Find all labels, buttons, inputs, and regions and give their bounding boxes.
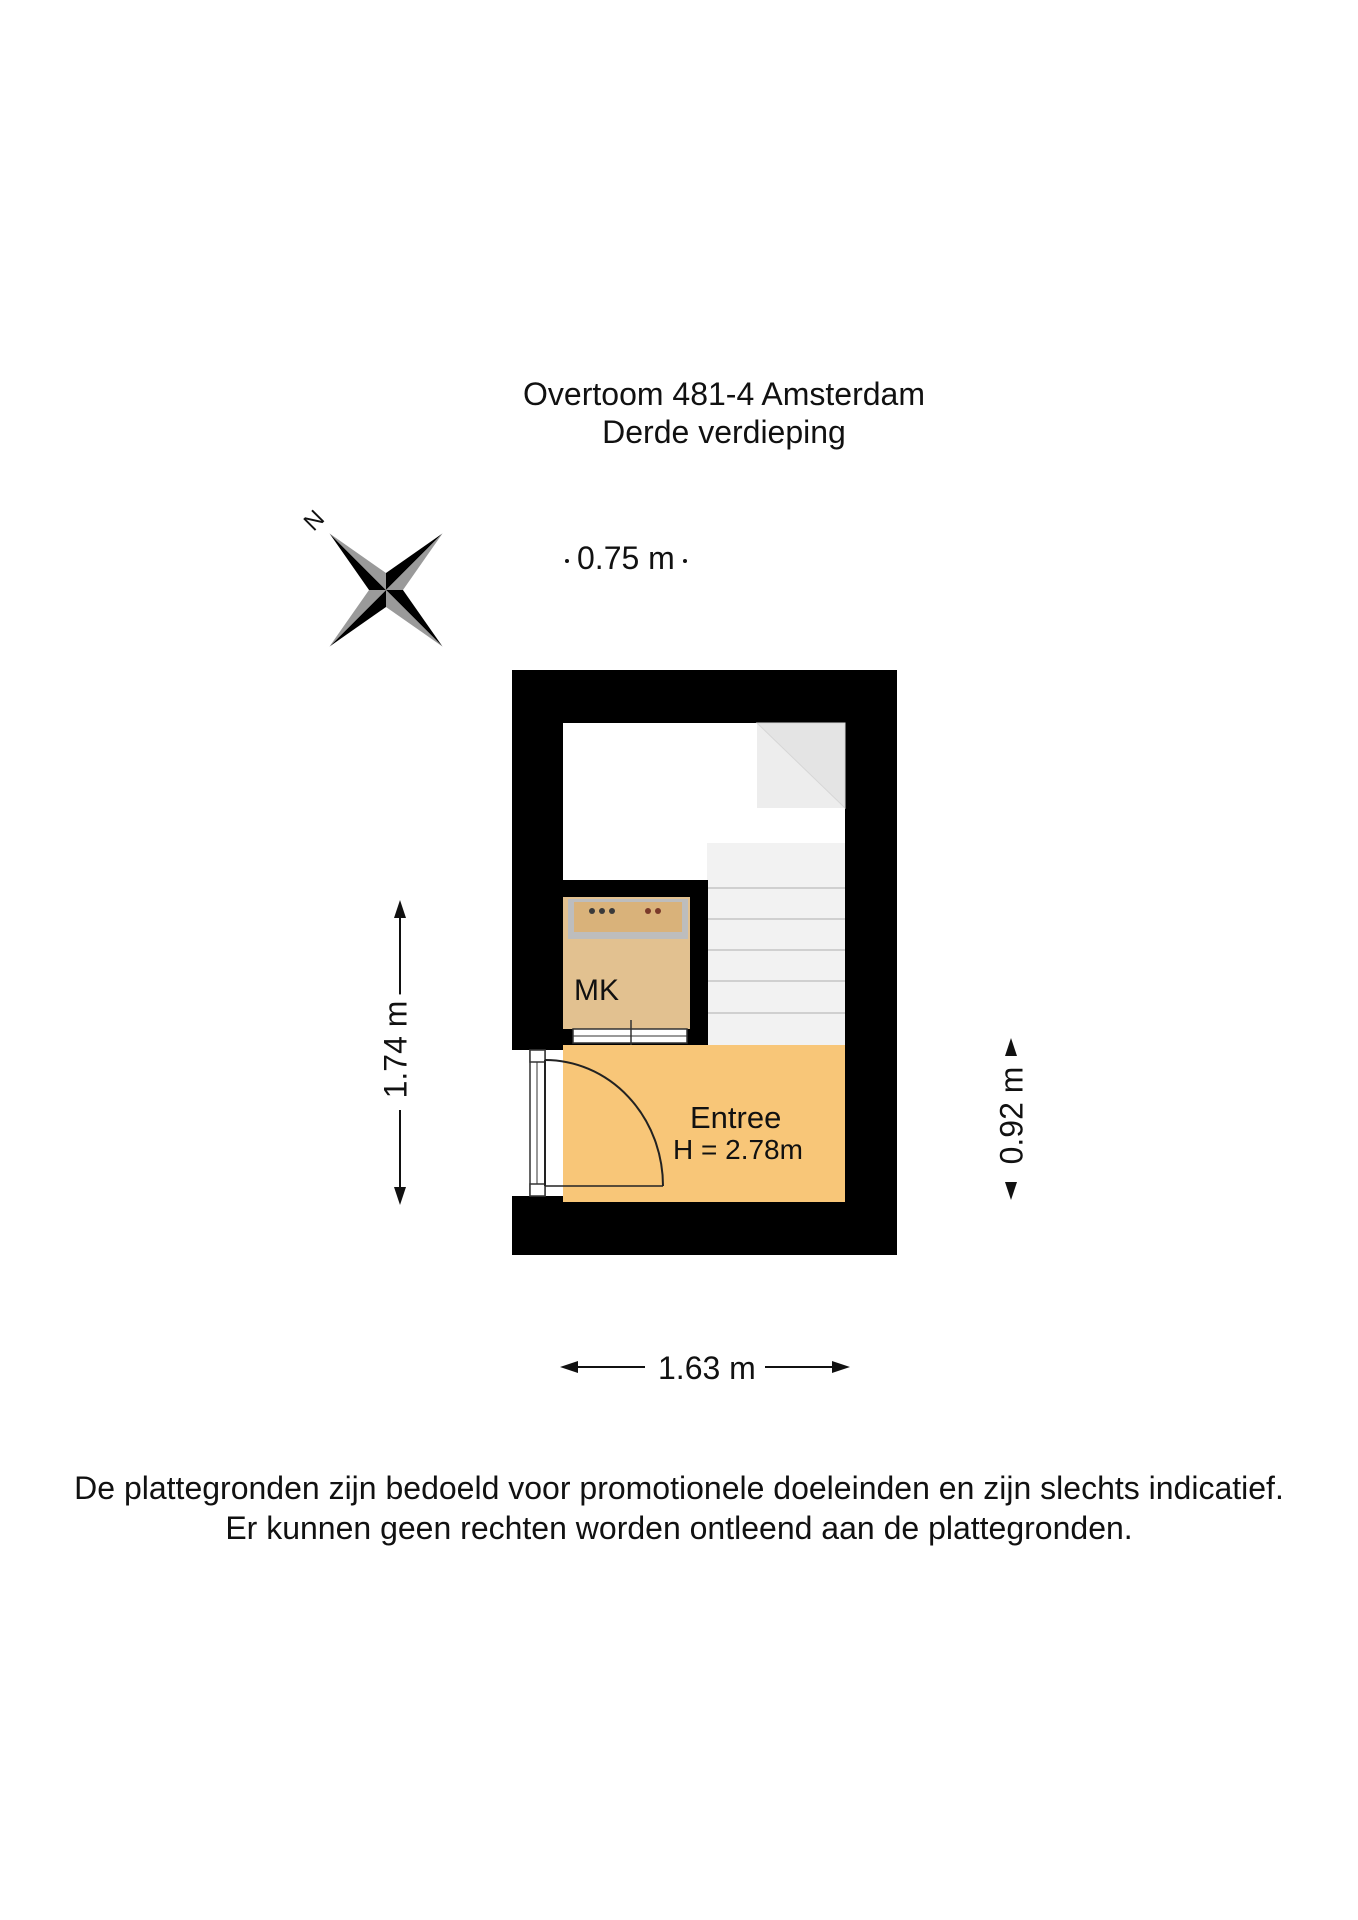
dimension-right-label: 0.92 m [993, 1061, 1030, 1171]
room-height-entree: H = 2.78m [673, 1134, 803, 1165]
floor-title: Derde verdieping [602, 414, 846, 450]
compass-north-label: N [298, 504, 330, 537]
address-title: Overtoom 481-4 Amsterdam [523, 376, 925, 412]
room-label-mk: MK [574, 974, 619, 1007]
room-label-entree: Entree [690, 1100, 782, 1135]
dimension-bottom-label: 1.63 m [650, 1350, 764, 1387]
disclaimer-line-1: De plattegronden zijn bedoeld voor promotionele doeleinden en zijn slechts indicatief. [74, 1470, 1284, 1506]
disclaimer-line-2: Er kunnen geen rechten worden ontleend aan de plattegronden. [225, 1510, 1133, 1546]
dimension-left-label: 1.74 m [377, 995, 414, 1105]
dimension-top-label: 0.75 m [557, 540, 695, 577]
